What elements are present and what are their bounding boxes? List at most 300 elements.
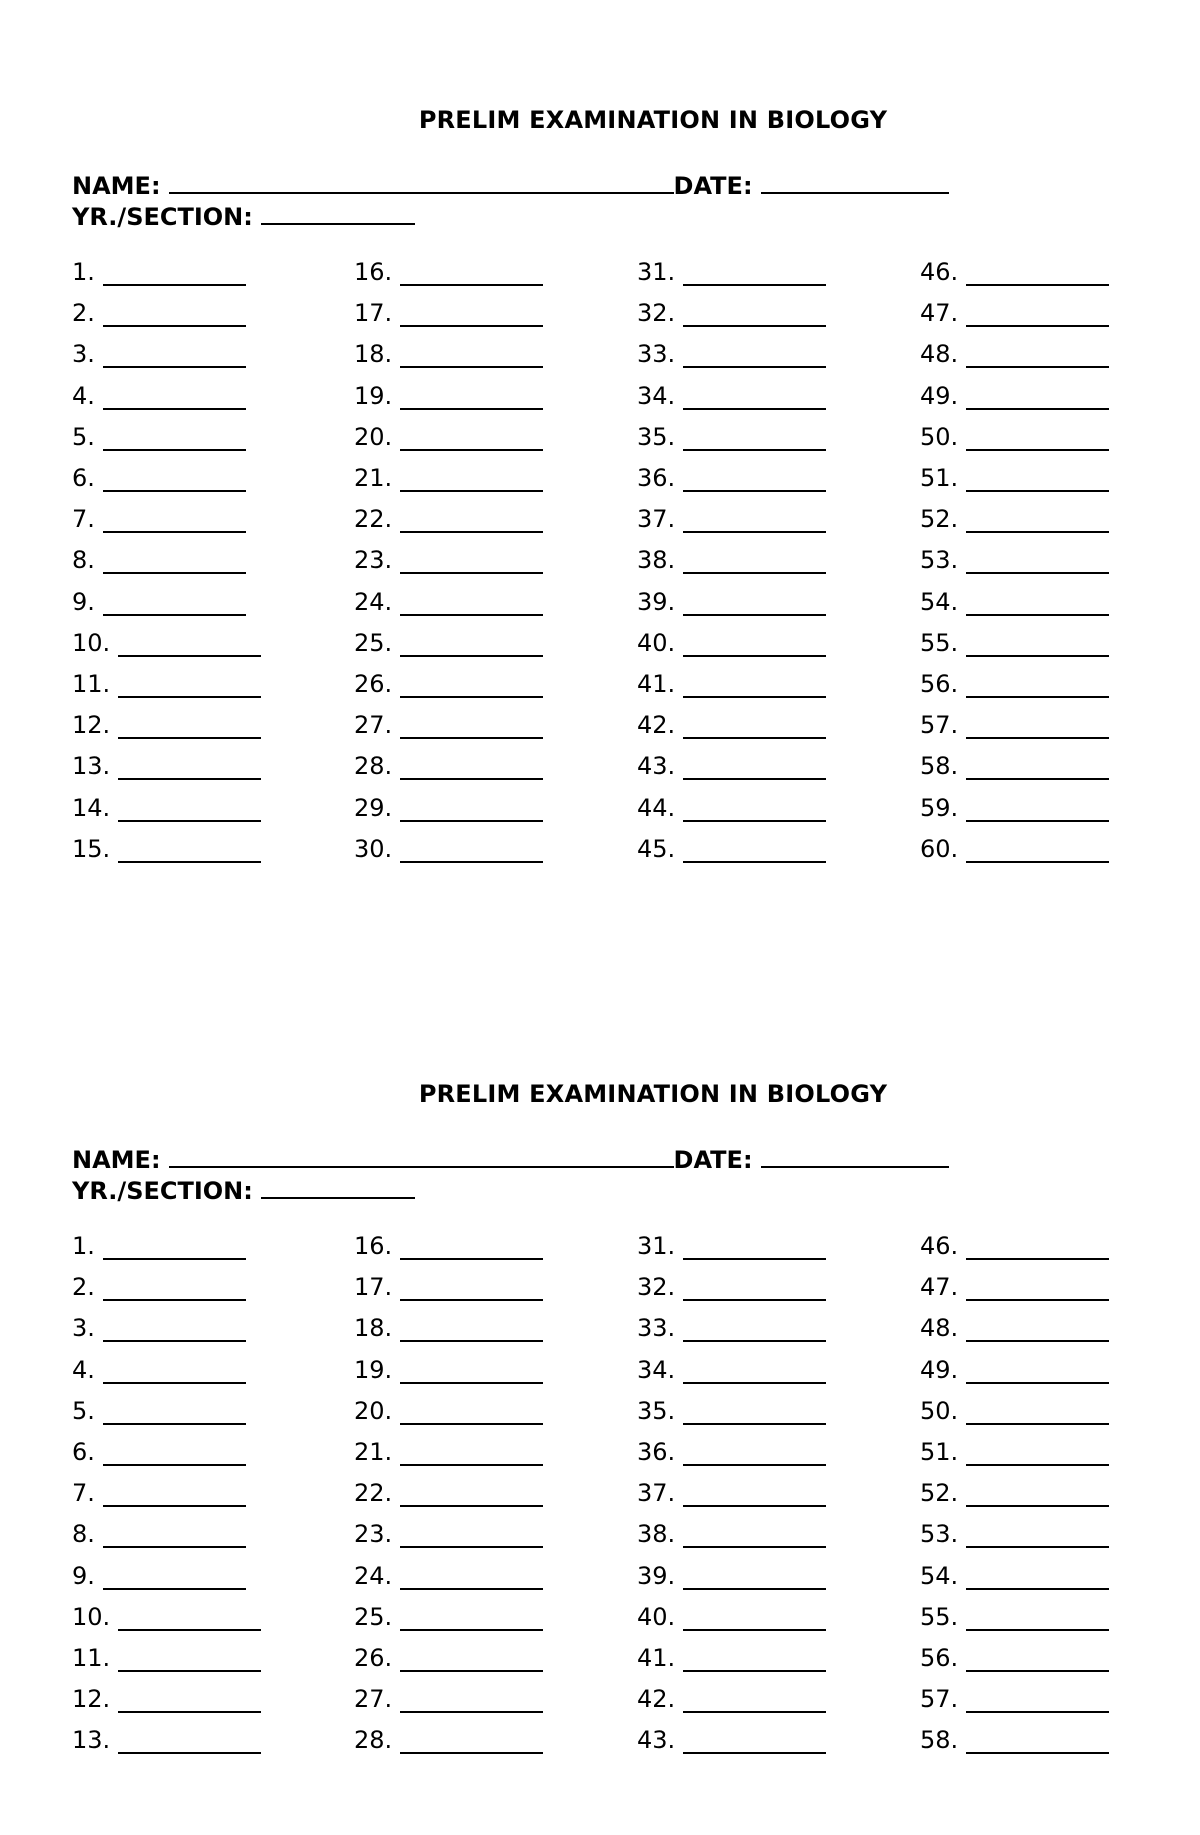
answer-blank[interactable] <box>103 423 246 451</box>
name-field[interactable] <box>169 1144 674 1168</box>
item-number: 2. <box>72 1273 95 1302</box>
item-number: 36. <box>637 464 676 492</box>
answer-blank[interactable] <box>966 1356 1109 1384</box>
answer-blank[interactable] <box>400 1644 543 1672</box>
answer-blank[interactable] <box>103 1562 246 1590</box>
answer-blank[interactable] <box>966 382 1109 410</box>
answer-item <box>72 1479 246 1509</box>
answer-item <box>354 505 543 535</box>
item-number: 5. <box>72 422 95 451</box>
item-number: 3. <box>72 340 95 369</box>
answer-item <box>920 1438 1109 1468</box>
item-number: 21. <box>354 1438 393 1466</box>
answer-blank[interactable] <box>103 588 246 616</box>
answer-item <box>637 1314 826 1344</box>
item-number: 31. <box>637 1232 676 1260</box>
answer-item <box>920 382 1109 412</box>
answer-item <box>72 1397 246 1427</box>
answer-blank[interactable] <box>966 1520 1109 1548</box>
date-label: DATE: <box>673 1146 753 1174</box>
item-number: 48. <box>920 1314 959 1343</box>
item-number: 37. <box>637 505 676 534</box>
answer-item <box>637 1397 826 1427</box>
answer-blank[interactable] <box>683 588 826 616</box>
item-number: 30. <box>354 834 393 863</box>
item-number: 28. <box>354 752 393 781</box>
name-label: NAME: <box>72 1146 161 1174</box>
answer-blank[interactable] <box>103 340 246 368</box>
answer-item <box>637 423 826 453</box>
item-number: 36. <box>637 1438 676 1466</box>
answer-blank[interactable] <box>103 1397 246 1425</box>
answer-blank[interactable] <box>683 1562 826 1590</box>
answer-item <box>637 629 826 659</box>
answer-blank[interactable] <box>683 340 826 368</box>
item-number: 10. <box>72 628 111 657</box>
answer-item <box>920 299 1109 329</box>
answer-item <box>354 1397 543 1427</box>
answer-blank[interactable] <box>683 629 826 657</box>
answer-blank[interactable] <box>966 794 1109 822</box>
answer-item <box>354 670 543 700</box>
answer-blank[interactable] <box>400 1479 543 1507</box>
answer-item <box>72 546 246 576</box>
answer-item <box>920 1356 1109 1386</box>
answer-blank[interactable] <box>103 1356 246 1384</box>
answer-blank[interactable] <box>400 1314 543 1342</box>
answer-blank[interactable] <box>683 1438 826 1466</box>
answer-item <box>637 505 826 535</box>
item-number: 19. <box>354 381 393 410</box>
answer-item <box>354 1562 543 1592</box>
item-number: 39. <box>637 587 676 616</box>
answer-blank[interactable] <box>400 1685 543 1713</box>
item-number: 54. <box>920 1561 959 1590</box>
answer-blank[interactable] <box>966 629 1109 657</box>
answer-blank[interactable] <box>966 1314 1109 1342</box>
item-number: 22. <box>354 505 393 534</box>
item-number: 21. <box>354 464 393 492</box>
answer-item <box>637 1232 826 1262</box>
answer-item <box>920 752 1109 782</box>
answer-item <box>920 835 1109 865</box>
answer-blank[interactable] <box>966 340 1109 368</box>
answer-item <box>637 1479 826 1509</box>
item-number: 32. <box>637 299 676 328</box>
answer-blank[interactable] <box>103 258 246 286</box>
item-number: 9. <box>72 1561 95 1590</box>
item-number: 47. <box>920 299 959 328</box>
answer-item <box>354 1726 543 1756</box>
answer-item <box>354 588 543 618</box>
name-date-row <box>72 1144 949 1174</box>
answer-item <box>637 340 826 370</box>
answer-item <box>920 1273 1109 1303</box>
answer-blank[interactable] <box>683 1644 826 1672</box>
answer-blank[interactable] <box>400 340 543 368</box>
answer-item <box>637 1644 826 1674</box>
answer-blank[interactable] <box>966 1273 1109 1301</box>
answer-blank[interactable] <box>400 1273 543 1301</box>
answer-blank[interactable] <box>400 1397 543 1425</box>
answer-item <box>354 1356 543 1386</box>
item-number: 9. <box>72 587 95 616</box>
answer-blank[interactable] <box>683 1685 826 1713</box>
item-number: 55. <box>920 628 959 657</box>
answer-item <box>637 1726 826 1756</box>
section-field[interactable] <box>261 201 415 225</box>
answer-item <box>72 1314 246 1344</box>
item-number: 46. <box>920 1232 959 1260</box>
item-number: 37. <box>637 1479 676 1508</box>
item-number: 51. <box>920 1438 959 1466</box>
answer-blank[interactable] <box>966 505 1109 533</box>
answer-blank[interactable] <box>966 1603 1109 1631</box>
item-number: 27. <box>354 1685 393 1714</box>
answer-blank[interactable] <box>400 1726 543 1754</box>
answer-item <box>354 1232 543 1262</box>
answer-blank[interactable] <box>683 258 826 286</box>
answer-item <box>354 340 543 370</box>
answer-blank[interactable] <box>103 1520 246 1548</box>
answer-blank[interactable] <box>966 1232 1109 1260</box>
answer-item <box>920 258 1109 288</box>
answer-blank[interactable] <box>400 670 543 698</box>
answer-blank[interactable] <box>118 835 261 863</box>
answer-item <box>354 1273 543 1303</box>
answer-blank[interactable] <box>118 1644 261 1672</box>
answer-blank[interactable] <box>400 299 543 327</box>
answer-blank[interactable] <box>683 423 826 451</box>
item-number: 5. <box>72 1396 95 1425</box>
answer-blank[interactable] <box>966 546 1109 574</box>
answer-item <box>920 1479 1109 1509</box>
item-number: 25. <box>354 1602 393 1631</box>
answer-blank[interactable] <box>966 1397 1109 1425</box>
answer-item <box>72 299 246 329</box>
answer-blank[interactable] <box>966 1438 1109 1466</box>
name-date-row <box>72 170 949 200</box>
section-field[interactable] <box>261 1175 415 1199</box>
answer-item <box>920 1520 1109 1550</box>
answer-item <box>354 1603 543 1633</box>
answer-item <box>72 1562 246 1592</box>
answer-blank[interactable] <box>400 1562 543 1590</box>
answer-item <box>637 1603 826 1633</box>
answer-blank[interactable] <box>400 505 543 533</box>
item-number: 8. <box>72 1520 95 1549</box>
answer-item <box>72 464 246 494</box>
answer-blank[interactable] <box>103 382 246 410</box>
item-number: 29. <box>354 793 393 822</box>
answer-blank[interactable] <box>966 711 1109 739</box>
answer-blank[interactable] <box>683 711 826 739</box>
answer-blank[interactable] <box>103 1438 246 1466</box>
answer-item <box>72 711 261 741</box>
answer-blank[interactable] <box>118 794 261 822</box>
answer-blank[interactable] <box>966 1562 1109 1590</box>
item-number: 15. <box>72 834 111 863</box>
item-number: 47. <box>920 1273 959 1302</box>
item-number: 52. <box>920 505 959 534</box>
item-number: 12. <box>72 1685 111 1714</box>
item-number: 54. <box>920 587 959 616</box>
answer-blank[interactable] <box>683 1314 826 1342</box>
answer-item <box>72 505 246 535</box>
item-number: 27. <box>354 711 393 740</box>
item-number: 8. <box>72 546 95 575</box>
answer-blank[interactable] <box>683 1520 826 1548</box>
date-label: DATE: <box>673 172 753 200</box>
answer-blank[interactable] <box>966 299 1109 327</box>
answer-item <box>354 752 543 782</box>
answer-blank[interactable] <box>683 752 826 780</box>
item-number: 26. <box>354 670 393 698</box>
answer-item <box>72 1232 246 1262</box>
answer-item <box>637 794 826 824</box>
answer-item <box>637 1520 826 1550</box>
item-number: 39. <box>637 1561 676 1590</box>
item-number: 60. <box>920 834 959 863</box>
answer-blank[interactable] <box>400 835 543 863</box>
answer-blank[interactable] <box>966 835 1109 863</box>
answer-item <box>920 505 1109 535</box>
answer-blank[interactable] <box>966 258 1109 286</box>
answer-item <box>920 546 1109 576</box>
answer-item <box>637 1562 826 1592</box>
item-number: 49. <box>920 381 959 410</box>
item-number: 26. <box>354 1644 393 1672</box>
item-number: 40. <box>637 628 676 657</box>
answer-blank[interactable] <box>683 382 826 410</box>
section-row <box>72 1175 415 1205</box>
answer-item <box>920 464 1109 494</box>
answer-blank[interactable] <box>400 588 543 616</box>
answer-item <box>637 299 826 329</box>
answer-blank[interactable] <box>400 1232 543 1260</box>
answer-blank[interactable] <box>118 1603 261 1631</box>
answer-blank[interactable] <box>400 423 543 451</box>
item-number: 41. <box>637 1644 676 1672</box>
answer-item <box>920 1562 1109 1592</box>
item-number: 42. <box>637 1685 676 1714</box>
item-number: 17. <box>354 1273 393 1302</box>
answer-blank[interactable] <box>683 794 826 822</box>
answer-item <box>72 670 261 700</box>
answer-item <box>354 711 543 741</box>
item-number: 2. <box>72 299 95 328</box>
item-number: 28. <box>354 1726 393 1755</box>
answer-blank[interactable] <box>683 505 826 533</box>
answer-blank[interactable] <box>103 299 246 327</box>
answer-blank[interactable] <box>103 1273 246 1301</box>
answer-blank[interactable] <box>103 1479 246 1507</box>
item-number: 35. <box>637 422 676 451</box>
item-number: 16. <box>354 1232 393 1260</box>
answer-item <box>920 629 1109 659</box>
answer-blank[interactable] <box>966 752 1109 780</box>
answer-blank[interactable] <box>966 1479 1109 1507</box>
item-number: 38. <box>637 1520 676 1549</box>
answer-item <box>72 1438 246 1468</box>
answer-item <box>354 1685 543 1715</box>
answer-blank[interactable] <box>400 1520 543 1548</box>
item-number: 13. <box>72 1726 111 1755</box>
item-number: 3. <box>72 1314 95 1343</box>
item-number: 56. <box>920 670 959 698</box>
answer-item <box>637 382 826 412</box>
answer-item <box>354 382 543 412</box>
answer-blank[interactable] <box>103 505 246 533</box>
item-number: 52. <box>920 1479 959 1508</box>
answer-item <box>637 546 826 576</box>
item-number: 38. <box>637 546 676 575</box>
answer-blank[interactable] <box>966 670 1109 698</box>
section-label: YR./SECTION: <box>72 203 253 231</box>
answer-blank[interactable] <box>683 1603 826 1631</box>
answer-item <box>354 1438 543 1468</box>
answer-item <box>637 711 826 741</box>
answer-blank[interactable] <box>683 1232 826 1260</box>
answer-blank[interactable] <box>683 299 826 327</box>
answer-blank[interactable] <box>683 546 826 574</box>
answer-blank[interactable] <box>400 794 543 822</box>
answer-blank[interactable] <box>400 464 543 492</box>
item-number: 32. <box>637 1273 676 1302</box>
item-number: 14. <box>72 793 111 822</box>
answer-blank[interactable] <box>966 1644 1109 1672</box>
item-number: 41. <box>637 670 676 698</box>
date-field[interactable] <box>761 1144 949 1168</box>
answer-item <box>354 464 543 494</box>
answer-item <box>354 299 543 329</box>
item-number: 17. <box>354 299 393 328</box>
answer-blank[interactable] <box>683 670 826 698</box>
item-number: 18. <box>354 340 393 369</box>
answer-item <box>920 1603 1109 1633</box>
answer-blank[interactable] <box>683 1273 826 1301</box>
answer-blank[interactable] <box>103 1314 246 1342</box>
answer-item <box>637 752 826 782</box>
answer-blank[interactable] <box>400 1438 543 1466</box>
answer-item <box>354 1644 543 1674</box>
answer-item <box>72 835 261 865</box>
answer-item <box>920 711 1109 741</box>
answer-blank[interactable] <box>683 1356 826 1384</box>
answer-blank[interactable] <box>118 670 261 698</box>
answer-item <box>72 258 246 288</box>
answer-blank[interactable] <box>103 1232 246 1260</box>
item-number: 43. <box>637 1726 676 1755</box>
answer-item <box>637 464 826 494</box>
item-number: 53. <box>920 546 959 575</box>
item-number: 7. <box>72 1479 95 1508</box>
answer-blank[interactable] <box>966 1685 1109 1713</box>
answer-blank[interactable] <box>400 711 543 739</box>
answer-blank[interactable] <box>966 423 1109 451</box>
answer-blank[interactable] <box>118 1685 261 1713</box>
answer-item <box>72 1644 261 1674</box>
item-number: 1. <box>72 258 95 286</box>
item-number: 46. <box>920 258 959 286</box>
item-number: 7. <box>72 505 95 534</box>
item-number: 10. <box>72 1602 111 1631</box>
answer-item <box>354 546 543 576</box>
answer-item <box>354 794 543 824</box>
answer-blank[interactable] <box>103 464 246 492</box>
item-number: 23. <box>354 546 393 575</box>
answer-item <box>72 1520 246 1550</box>
page-title <box>0 106 1200 134</box>
answer-blank[interactable] <box>400 382 543 410</box>
answer-item <box>637 1273 826 1303</box>
answer-blank[interactable] <box>103 546 246 574</box>
answer-item <box>920 1726 1109 1756</box>
answer-item <box>637 1356 826 1386</box>
item-number: 20. <box>354 422 393 451</box>
item-number: 23. <box>354 1520 393 1549</box>
item-number: 33. <box>637 340 676 369</box>
answer-item <box>72 1273 246 1303</box>
answer-blank[interactable] <box>683 1726 826 1754</box>
answer-blank[interactable] <box>683 835 826 863</box>
item-number: 58. <box>920 1726 959 1755</box>
answer-item <box>637 588 826 618</box>
answer-blank[interactable] <box>118 752 261 780</box>
answer-item <box>72 1685 261 1715</box>
name-label: NAME: <box>72 172 161 200</box>
answer-item <box>72 423 246 453</box>
answer-blank[interactable] <box>400 1356 543 1384</box>
answer-blank[interactable] <box>400 629 543 657</box>
item-number: 57. <box>920 1685 959 1714</box>
answer-blank[interactable] <box>400 258 543 286</box>
item-number: 22. <box>354 1479 393 1508</box>
answer-blank[interactable] <box>400 1603 543 1631</box>
name-field[interactable] <box>169 170 674 194</box>
answer-item <box>72 382 246 412</box>
item-number: 45. <box>637 834 676 863</box>
answer-blank[interactable] <box>966 588 1109 616</box>
answer-blank[interactable] <box>683 464 826 492</box>
answer-blank[interactable] <box>966 1726 1109 1754</box>
answer-blank[interactable] <box>683 1479 826 1507</box>
answer-item <box>637 258 826 288</box>
answer-blank[interactable] <box>683 1397 826 1425</box>
answer-item <box>637 670 826 700</box>
item-number: 50. <box>920 422 959 451</box>
item-number: 24. <box>354 587 393 616</box>
answer-item <box>72 629 261 659</box>
item-number: 34. <box>637 1355 676 1384</box>
section-label: YR./SECTION: <box>72 1177 253 1205</box>
answer-blank[interactable] <box>118 629 261 657</box>
item-number: 53. <box>920 1520 959 1549</box>
answer-blank[interactable] <box>118 711 261 739</box>
answer-blank[interactable] <box>400 546 543 574</box>
date-field[interactable] <box>761 170 949 194</box>
item-number: 43. <box>637 752 676 781</box>
item-number: 13. <box>72 752 111 781</box>
answer-blank[interactable] <box>400 752 543 780</box>
answer-blank[interactable] <box>118 1726 261 1754</box>
answer-item <box>920 340 1109 370</box>
answer-item <box>354 258 543 288</box>
answer-item <box>354 1520 543 1550</box>
answer-blank[interactable] <box>966 464 1109 492</box>
item-number: 4. <box>72 1355 95 1384</box>
item-number: 20. <box>354 1396 393 1425</box>
